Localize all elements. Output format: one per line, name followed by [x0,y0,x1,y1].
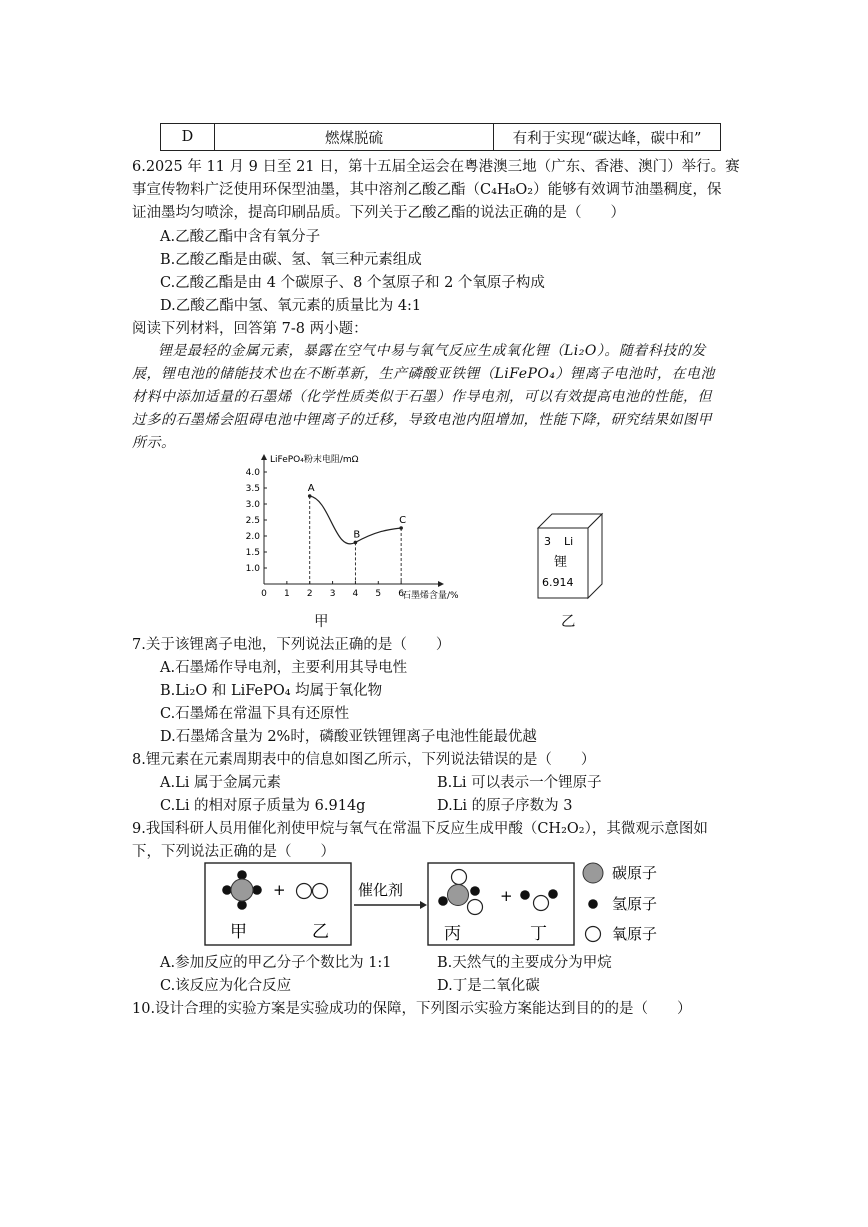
reading-line-5: 所示。 [132,435,176,451]
x-axis-arrow [438,581,444,587]
table-cell-option: D [161,124,215,151]
x-tick-label: 5 [375,589,382,599]
reactants-box [205,863,351,945]
element-name: 锂 [554,555,568,570]
q6-option-d: D.乙酸乙酯中氢、氧元素的质量比为 4:1 [160,298,422,314]
data-point [354,541,358,545]
y-tick-label: 2.0 [245,532,260,542]
y-tick-label: 3.5 [245,484,260,494]
q6-stem-line1: 6.2025 年 11 月 9 日至 21 日，第十五届全运会在粤港澳三地（广东、香港、澳门）举行。赛 [132,159,740,175]
q7-option-a: A.石墨烯作导电剂，主要利用其导电性 [160,660,408,676]
q7-option-c: C.石墨烯在常温下具有还原性 [160,706,350,722]
q6-stem-line2: 事宣传物料广泛使用环保型油墨，其中溶剂乙酸乙酯（C₄H₈O₂）能够有效调节油墨稠度，保 [132,182,722,198]
y-tick-label: 4.0 [245,468,260,478]
reading-line-3: 材料中添加适量的石墨烯（化学性质类似于石墨）作导电剂，可以有效提高电池的性能，但 [132,389,712,405]
q8-option-d: D.Li 的原子序数为 3 [437,798,573,814]
x-tick-label: 6 [398,589,405,599]
q9-stem-line1: 9.我国科研人员用催化剂使甲烷与氧气在常温下反应生成甲酸（CH₂O₂），其微观示意图如 [132,821,708,837]
legend-carbon-icon [583,863,603,883]
x-axis-label: 石墨烯含量/% [402,591,459,601]
q9-option-b: B.天然气的主要成分为甲烷 [437,955,612,971]
legend-hydrogen: 氢原子 [612,895,658,913]
element-number: 3 [544,535,551,548]
q9-stem-line2: 下，下列说法正确的是（ ） [132,844,335,860]
q7-option-d: D.石墨烯含量为 2%时，磷酸亚铁锂锂离子电池性能最优越 [160,729,537,745]
y-tick-label: 2.5 [245,516,260,526]
label-jia: 甲 [230,922,247,942]
catalyst-label: 催化剂 [358,881,404,899]
q6-option-b: B.乙酸乙酯是由碳、氢、氧三种元素组成 [160,252,422,268]
lithium-element-card [528,506,608,601]
plus-sign-2: + [500,887,513,905]
point-label: C [399,515,407,526]
chart-caption: 甲 [314,614,329,630]
q9-option-c: C.该反应为化合反应 [160,978,292,994]
legend-carbon: 碳原子 [612,864,658,882]
table-cell-method: 燃煤脱硫 [215,124,494,151]
x-tick-label: 2 [306,589,313,599]
x-tick-label: 1 [283,589,290,599]
reading-line-1: 锂是最轻的金属元素，暴露在空气中易与氧气反应生成氧化锂（Li₂O）。随着科技的发 [158,343,706,359]
q6-stem-line3: 证油墨均匀喷涂，提高印刷品质。下列关于乙酸乙酯的说法正确的是（ ） [132,205,625,221]
label-ding: 丁 [530,924,547,944]
point-label: A [307,483,315,494]
table-cell-effect: 有利于实现“碳达峰，碳中和” [494,124,721,151]
q8-option-b: B.Li 可以表示一个锂原子 [437,775,602,791]
q9-option-a: A.参加反应的甲乙分子个数比为 1:1 [160,955,392,971]
y-axis-arrow [261,454,267,460]
x-tick-label: 4 [352,589,359,599]
resistance-chart [240,452,470,602]
label-yi: 乙 [312,922,329,942]
q9-option-d: D.丁是二氧化碳 [437,978,540,994]
q7-option-b: B.Li₂O 和 LiFePO₄ 均属于氧化物 [160,683,383,699]
element-symbol: Li [564,535,574,548]
reading-line-2: 展，锂电池的储能技术也在不断革新，生产磷酸亚铁锂（LiFePO₄）锂离子电池时，在电池 [132,366,716,382]
x-tick-label: 3 [329,589,336,599]
reading-intro: 阅读下列材料，回答第 7-8 两小题： [132,321,368,337]
y-tick-label: 3.0 [245,500,260,510]
q7-stem: 7.关于该锂离子电池，下列说法正确的是（ ） [132,637,451,653]
q6-option-a: A.乙酸乙酯中含有氧分子 [160,229,321,245]
answer-table [160,123,721,151]
q8-option-a: A.Li 属于金属元素 [160,775,281,791]
q8-option-c: C.Li 的相对原子质量为 6.914g [160,798,366,814]
reading-line-4: 过多的石墨烯会阻碍电池中锂离子的迁移，导致电池内阻增加，性能下降，研究结果如图甲 [132,412,712,428]
y-axis-label: LiFePO₄粉末电阻/mΩ [270,455,359,465]
y-tick-label: 1.5 [245,548,260,558]
point-label: B [353,529,361,541]
x-tick-label: 0 [261,589,267,599]
data-point [308,494,312,498]
y-tick-label: 1.0 [245,564,260,574]
label-bing: 丙 [444,924,461,944]
element-mass: 6.914 [542,576,574,589]
q6-option-c: C.乙酸乙酯是由 4 个碳原子、8 个氢原子和 2 个氧原子构成 [160,275,545,291]
table-row [161,124,721,151]
element-card-caption: 乙 [561,614,576,630]
q8-stem: 8.锂元素在元素周期表中的信息如图乙所示，下列说法错误的是（ ） [132,752,596,768]
plus-sign-1: + [273,881,286,899]
q10-stem: 10.设计合理的实验方案是实验成功的保障，下列图示实验方案能达到目的的是（ ） [132,1001,692,1017]
legend-oxygen-icon [586,927,601,942]
reaction-diagram [200,857,690,949]
legend-hydrogen-icon [588,899,598,909]
legend-oxygen: 氧原子 [612,925,658,943]
data-point [399,526,403,530]
